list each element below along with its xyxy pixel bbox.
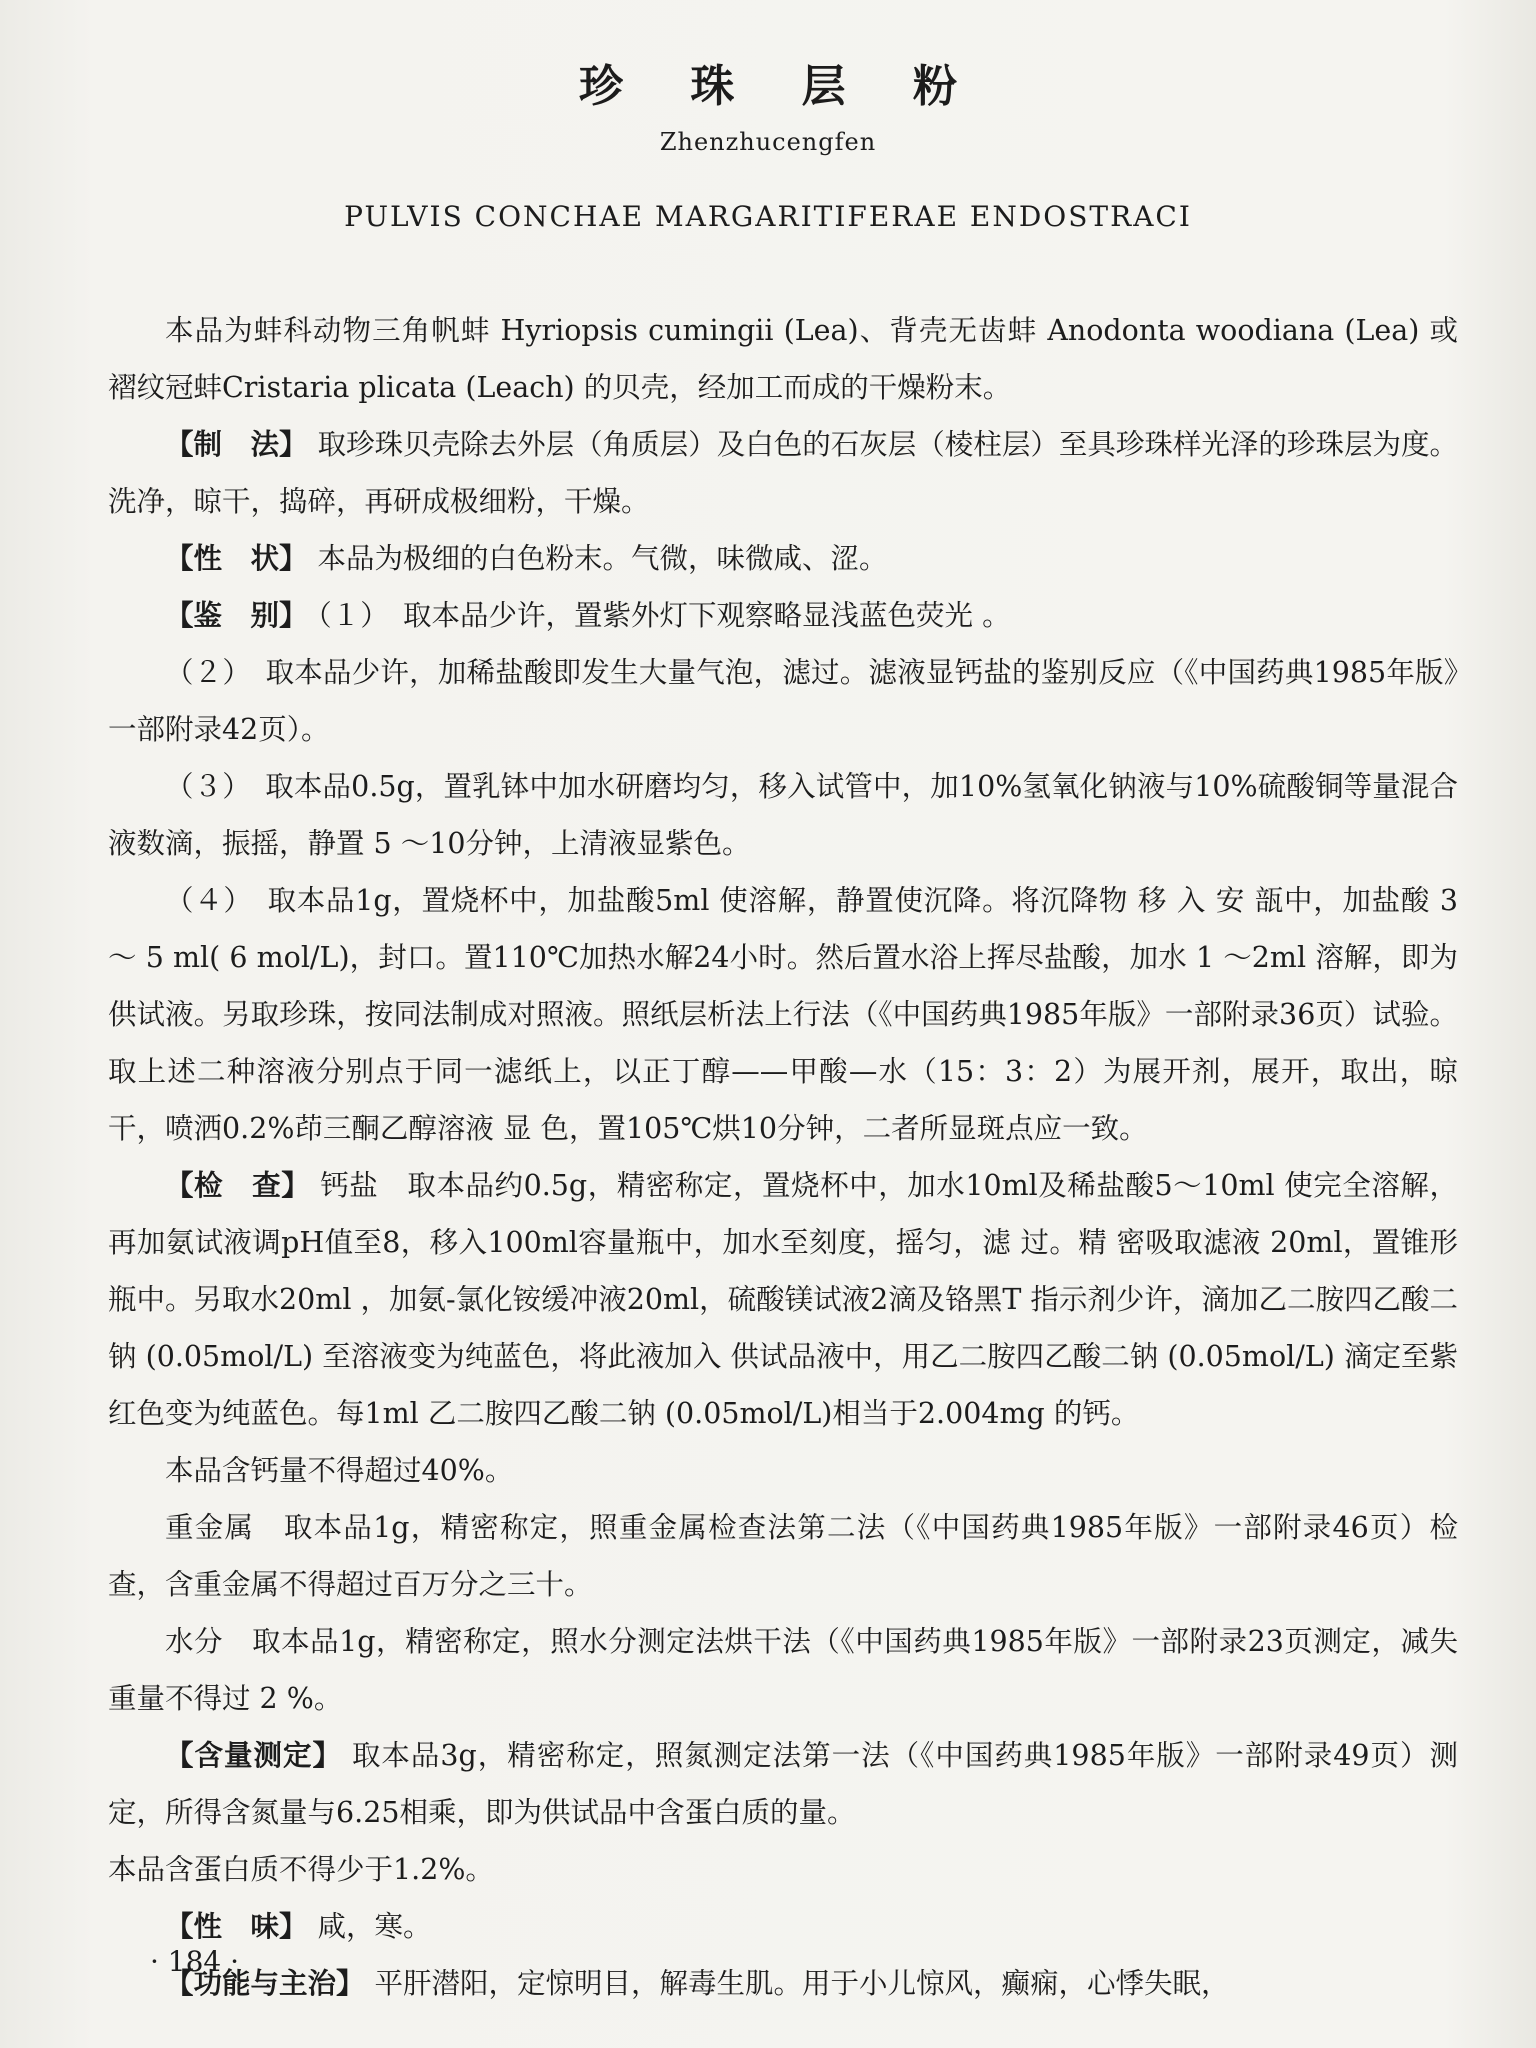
paragraph bbox=[108, 1898, 1458, 1955]
paragraph-text: （３） 取本品0.5g，置乳钵中加水研磨均匀，移入试管中，加10%氢氧化钠液与10%硫酸铜等量混合液数滴，振摇，静置 5 ～10分钟，上清液显紫色。 bbox=[108, 770, 1458, 860]
section-heading: 【鉴 别】 bbox=[165, 599, 308, 632]
paragraph-text: 重金属 取本品1g，精密称定，照重金属检查法第二法（《中国药典1985年版》一部附录46页）检查，含重金属不得超过百万分之三十。 bbox=[108, 1511, 1458, 1601]
paragraph-text: 平肝潜阳，定惊明目，解毒生肌。用于小儿惊风，癫痫，心悸失眠， bbox=[374, 1967, 1230, 2000]
paragraph-text: 取本品3g，精密称定，照氮测定法第一法（《中国药典1985年版》一部附录49页）测定，所得含氮量与6.25相乘，即为供试品中含蛋白质的量。 bbox=[108, 1739, 1458, 1829]
paragraph bbox=[108, 587, 1458, 644]
page-title: 珍 珠 层 粉 bbox=[579, 61, 983, 112]
paragraph-text: 取珍珠贝壳除去外层（角质层）及白色的石灰层（棱柱层）至具珍珠样光泽的珍珠层为度。洗净，晾干，捣碎，再研成极细粉，干燥。 bbox=[108, 428, 1458, 518]
paragraph-text: （２） 取本品少许，加稀盐酸即发生大量气泡，滤过。滤液显钙盐的鉴别反应（《中国药典1985年版》一部附录42页）。 bbox=[108, 656, 1458, 746]
paragraph bbox=[108, 1442, 1458, 1499]
paragraph bbox=[108, 530, 1458, 587]
paragraph-text: 本品含钙量不得超过40%。 bbox=[165, 1454, 514, 1487]
paragraph-text: 水分 取本品1g，精密称定，照水分测定法烘干法（《中国药典1985年版》一部附录23页测定，减失重量不得过 2 %。 bbox=[108, 1625, 1458, 1715]
paragraph-text: 本品为极细的白色粉末。气微，味微咸、涩。 bbox=[317, 542, 888, 575]
page-number: · 184 · bbox=[150, 1945, 240, 1978]
paragraph bbox=[108, 1841, 1458, 1898]
latin-title: PULVIS CONCHAE MARGARITIFERAE ENDOSTRACI bbox=[344, 200, 1192, 233]
paragraph bbox=[108, 1955, 1458, 2012]
paragraph bbox=[108, 1499, 1458, 1613]
paragraph-text: 钙盐 取本品约0.5g，精密称定，置烧杯中，加水10ml及稀盐酸5～10ml 使完全溶解，再加氨试液调pH值至8，移入100ml容量瓶中，加水至刻度，摇匀，滤 过。精 密吸取滤液 20ml，置锥形瓶中。另取水20ml ，加氨-氯化铵缓冲液20ml，硫酸镁试液2滴及铬黑T 指示剂少许，滴加乙二胺四乙酸二钠 (0.05mol/L) 至溶液变为纯蓝色，将此液加入 供试品液中，用乙二胺四乙酸二钠 (0.05mol/L) 滴定至紫红色变为纯蓝色。每1ml 乙二胺四乙酸二钠 (0.05mol/L)相当于2.004mg 的钙。 bbox=[108, 1169, 1458, 1430]
paragraph-text: 本品含蛋白质不得少于1.2%。 bbox=[108, 1853, 494, 1886]
paragraph-text: 咸，寒。 bbox=[317, 1910, 432, 1943]
paragraph bbox=[108, 1157, 1458, 1442]
paragraph bbox=[108, 644, 1458, 758]
paragraph-text: （１） 取本品少许，置紫外灯下观察略显浅蓝色荧光 。 bbox=[317, 599, 1011, 632]
section-heading: 【性 状】 bbox=[165, 542, 308, 575]
section-heading: 【制 法】 bbox=[165, 428, 308, 461]
paragraph bbox=[108, 1727, 1458, 1841]
section-heading: 【检 查】 bbox=[165, 1169, 311, 1202]
paragraph bbox=[108, 758, 1458, 872]
paragraph bbox=[108, 416, 1458, 530]
paragraph-text: （４） 取本品1g，置烧杯中，加盐酸5ml 使溶解，静置使沉降。将沉降物 移 入 安 瓿中，加盐酸 3 ～ 5 ml( 6 mol/L)，封口。置110℃加热水解24小时。然后置水浴上挥尽盐酸，加水 1 ～2ml 溶解，即为供试液。另取珍珠，按同法制成对照液。照纸层析法上行法（《中国药典1985年版》一部附录36页）试验。取上述二种溶液分别点于同一滤纸上，以正丁醇——甲酸—水（15：3：2）为展开剂，展开，取出，晾干，喷洒0.2%茚三酮乙醇溶液 显 色，置105℃烘10分钟，二者所显斑点应一致。 bbox=[108, 884, 1458, 1145]
section-heading: 【性 味】 bbox=[165, 1910, 308, 1943]
paragraph bbox=[108, 302, 1458, 416]
paragraph bbox=[108, 1613, 1458, 1727]
paragraph bbox=[108, 872, 1458, 1157]
paragraph-text: 本品为蚌科动物三角帆蚌 Hyriopsis cumingii (Lea)、背壳无齿蚌 Anodonta woodiana (Lea) 或褶纹冠蚌Cristaria plicata (Leach) 的贝壳，经加工而成的干燥粉末。 bbox=[108, 314, 1458, 404]
pinyin-title: Zhenzhucengfen bbox=[659, 128, 877, 156]
monograph-body bbox=[108, 302, 1458, 2012]
section-heading: 【含量测定】 bbox=[165, 1739, 342, 1772]
section-heading: 【功能与主治】 bbox=[165, 1967, 365, 2000]
